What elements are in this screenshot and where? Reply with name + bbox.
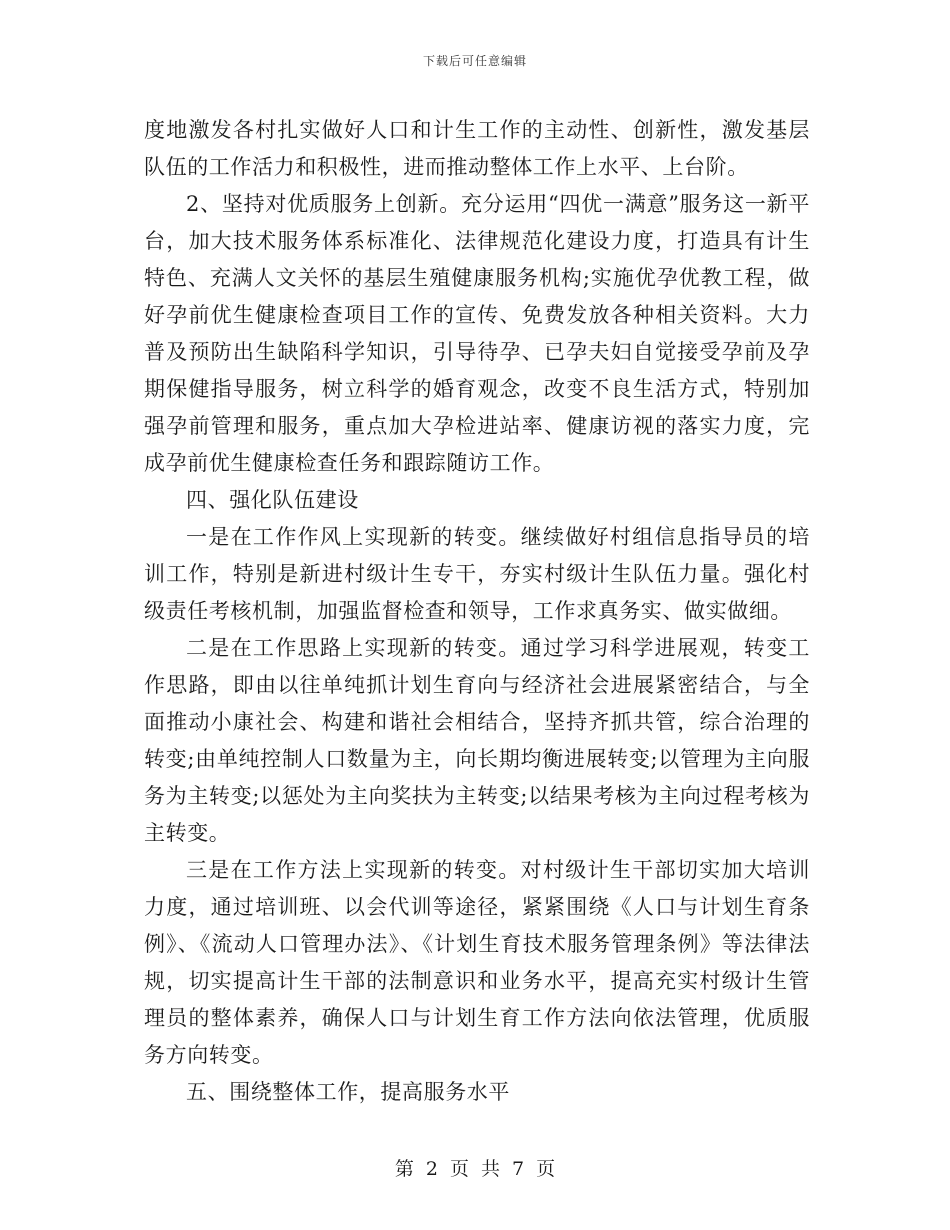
page-header: 下载后可任意编辑 (422, 54, 527, 68)
paragraph-5: 三是在工作方法上实现新的转变。对村级计生干部切实加大培训力度，通过培训班、以会代训等途径，紧紧围绕《人口与计划生育条例》、《流动人口管理办法》、《计划生育技术服务管理条例》等法律法规，切实提高计生干部的法制意识和业务水平，提高充实村级计生管理员的整体素养，确保人口与计划生育工作方法向依法管理，优质服务方向转变。 (144, 858, 810, 1067)
section-heading-5: 五、围绕整体工作，提高服务水平 (186, 1080, 510, 1104)
paragraph-1: 度地激发各村扎实做好人口和计生工作的主动性、创新性，激发基层队伍的工作活力和积极性，进而推动整体工作上水平、上台阶。 (144, 118, 810, 179)
page-number-footer: 第 2 页 共 7 页 (394, 1158, 556, 1180)
paragraph-3: 一是在工作作风上实现新的转变。继续做好村组信息指导员的培训工作，特别是新进村级计生专干，夯实村级计生队伍力量。强化村级责任考核机制，加强监督检查和领导，工作求真务实、做实做细。 (144, 525, 810, 623)
paragraph-4: 二是在工作思路上实现新的转变。通过学习科学进展观，转变工作思路，即由以往单纯抓计划生育向与经济社会进展紧密结合，与全面推动小康社会、构建和谐社会相结合，坚持齐抓共管，综合治理的转变;由单纯控制人口数量为主，向长期均衡进展转变;以管理为主向服务为主转变;以惩处为主向奖扶为主转变;以结果考核为主向过程考核为主转变。 (144, 636, 810, 845)
document-body (144, 112, 810, 1111)
paragraph-2: 2、坚持对优质服务上创新。充分运用“四优一满意”服务这一新平台，加大技术服务体系标准化、法律规范化建设力度，打造具有计生特色、充满人文关怀的基层生殖健康服务机构;实施优孕优教工程，做好孕前优生健康检查项目工作的宣传、免费发放各种相关资料。大力普及预防出生缺陷科学知识，引导待孕、已孕夫妇自觉接受孕前及孕期保健指导服务，树立科学的婚育观念，改变不良生活方式，特别加强孕前管理和服务，重点加大孕检进站率、健康访视的落实力度，完成孕前优生健康检查任务和跟踪随访工作。 (144, 192, 810, 475)
section-heading-4: 四、强化队伍建设 (186, 488, 359, 512)
